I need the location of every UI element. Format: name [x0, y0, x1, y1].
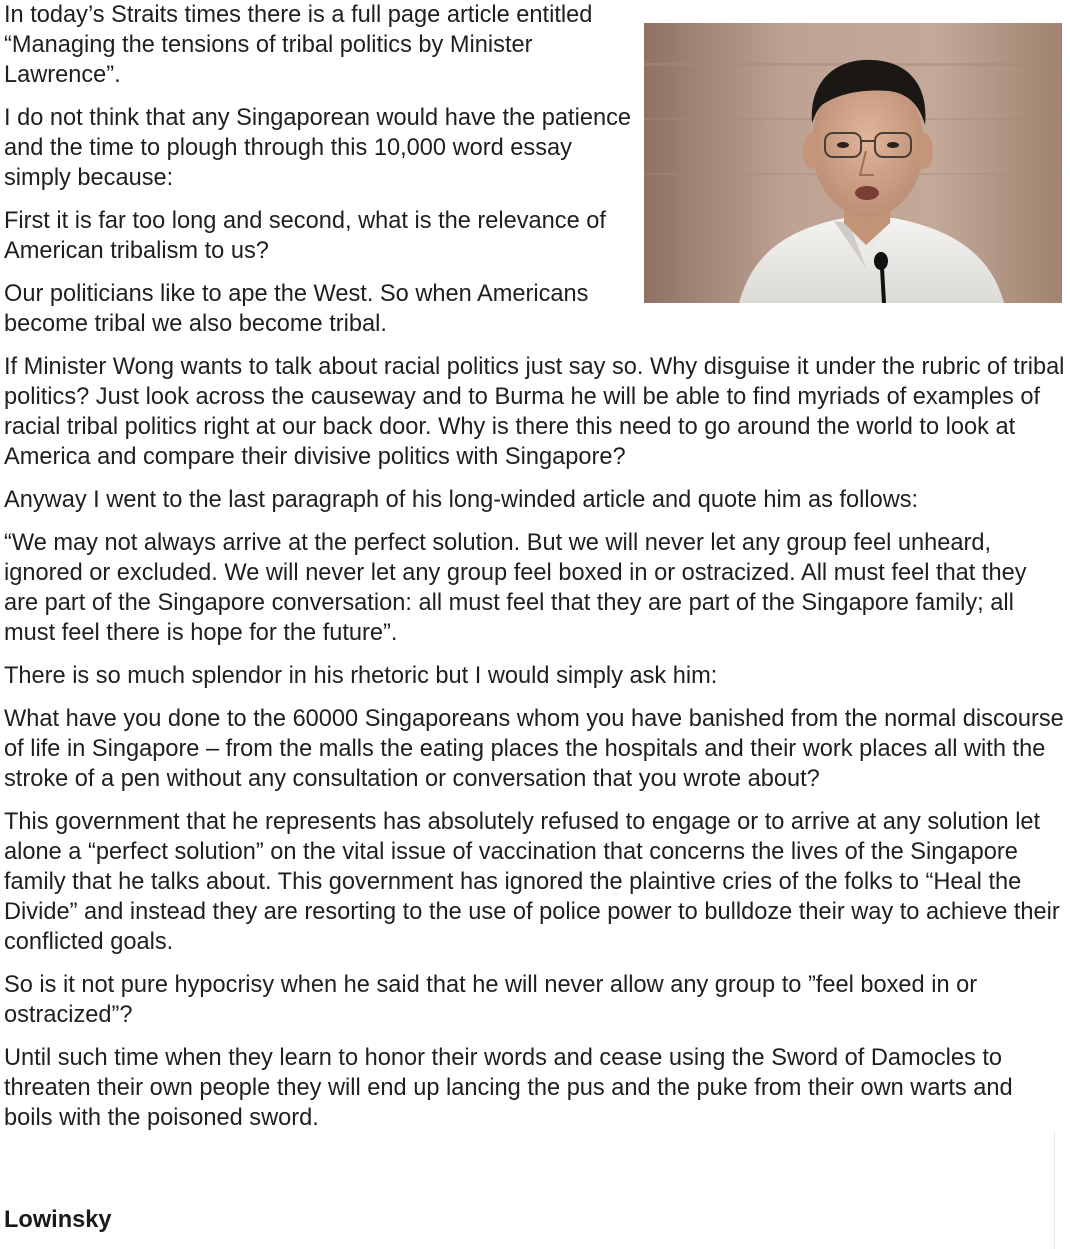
paragraph: Our politicians like to ape the West. So when Americans become tribal we also become tribal.	[4, 281, 589, 337]
paragraph: If Minister Wong wants to talk about racial politics just say so. Why disguise it under the rubric of tribal politics? Just look across the causeway and to Burma he will be able to find myriads of examples of racial tribal politics right at our back door. Why is there this need to go around the world to look at America and compare their divisive politics with Singapore?	[4, 354, 1065, 470]
author-signature: Lowinsky	[4, 1207, 112, 1233]
paragraph: What have you done to the 60000 Singaporeans whom you have banished from the normal discourse of life in Singapore – from the malls the eating places the hospitals and their work places all with the stroke of a pen without any consultation or conversation that you wrote about?	[4, 706, 1064, 792]
divider	[1054, 1130, 1055, 1249]
paragraph: Anyway I went to the last paragraph of his long-winded article and quote him as follows:	[4, 487, 919, 513]
paragraph: Until such time when they learn to honor their words and cease using the Sword of Damocles to threaten their own people they will end up lancing the pus and the puke from their own warts and boils with the poisoned sword.	[4, 1045, 1013, 1131]
paragraph: In today’s Straits times there is a full page article entitled “Managing the tensions of tribal politics by Minister Lawrence”.	[4, 2, 593, 88]
paragraph: This government that he represents has absolutely refused to engage or to arrive at any solution let alone a “perfect solution” on the vital issue of vaccination that concerns the lives of the Singapore family that he talks about. This government has ignored the plaintive cries of the folks to “Heal the Divide” and instead they are resorting to the use of police power to bulldoze their way to achieve their conflicted goals.	[4, 809, 1060, 955]
article-body	[4, 0, 1066, 1146]
paragraph: I do not think that any Singaporean would have the patience and the time to plough through this 10,000 word essay simply because:	[4, 105, 631, 191]
paragraph: “We may not always arrive at the perfect solution. But we will never let any group feel unheard, ignored or excluded. We will never let any group feel boxed in or ostracized. All must feel that they are part of the Singapore conversation: all must feel that they are part of the Singapore family; all must feel there is hope for the future”.	[4, 530, 1027, 646]
portrait-image	[644, 23, 1062, 303]
paragraph: So is it not pure hypocrisy when he said that he will never allow any group to ”feel boxed in or ostracized”?	[4, 972, 978, 1028]
article-photo	[644, 23, 1062, 303]
paragraph: There is so much splendor in his rhetoric but I would simply ask him:	[4, 663, 718, 689]
paragraph: First it is far too long and second, what is the relevance of American tribalism to us?	[4, 208, 606, 264]
